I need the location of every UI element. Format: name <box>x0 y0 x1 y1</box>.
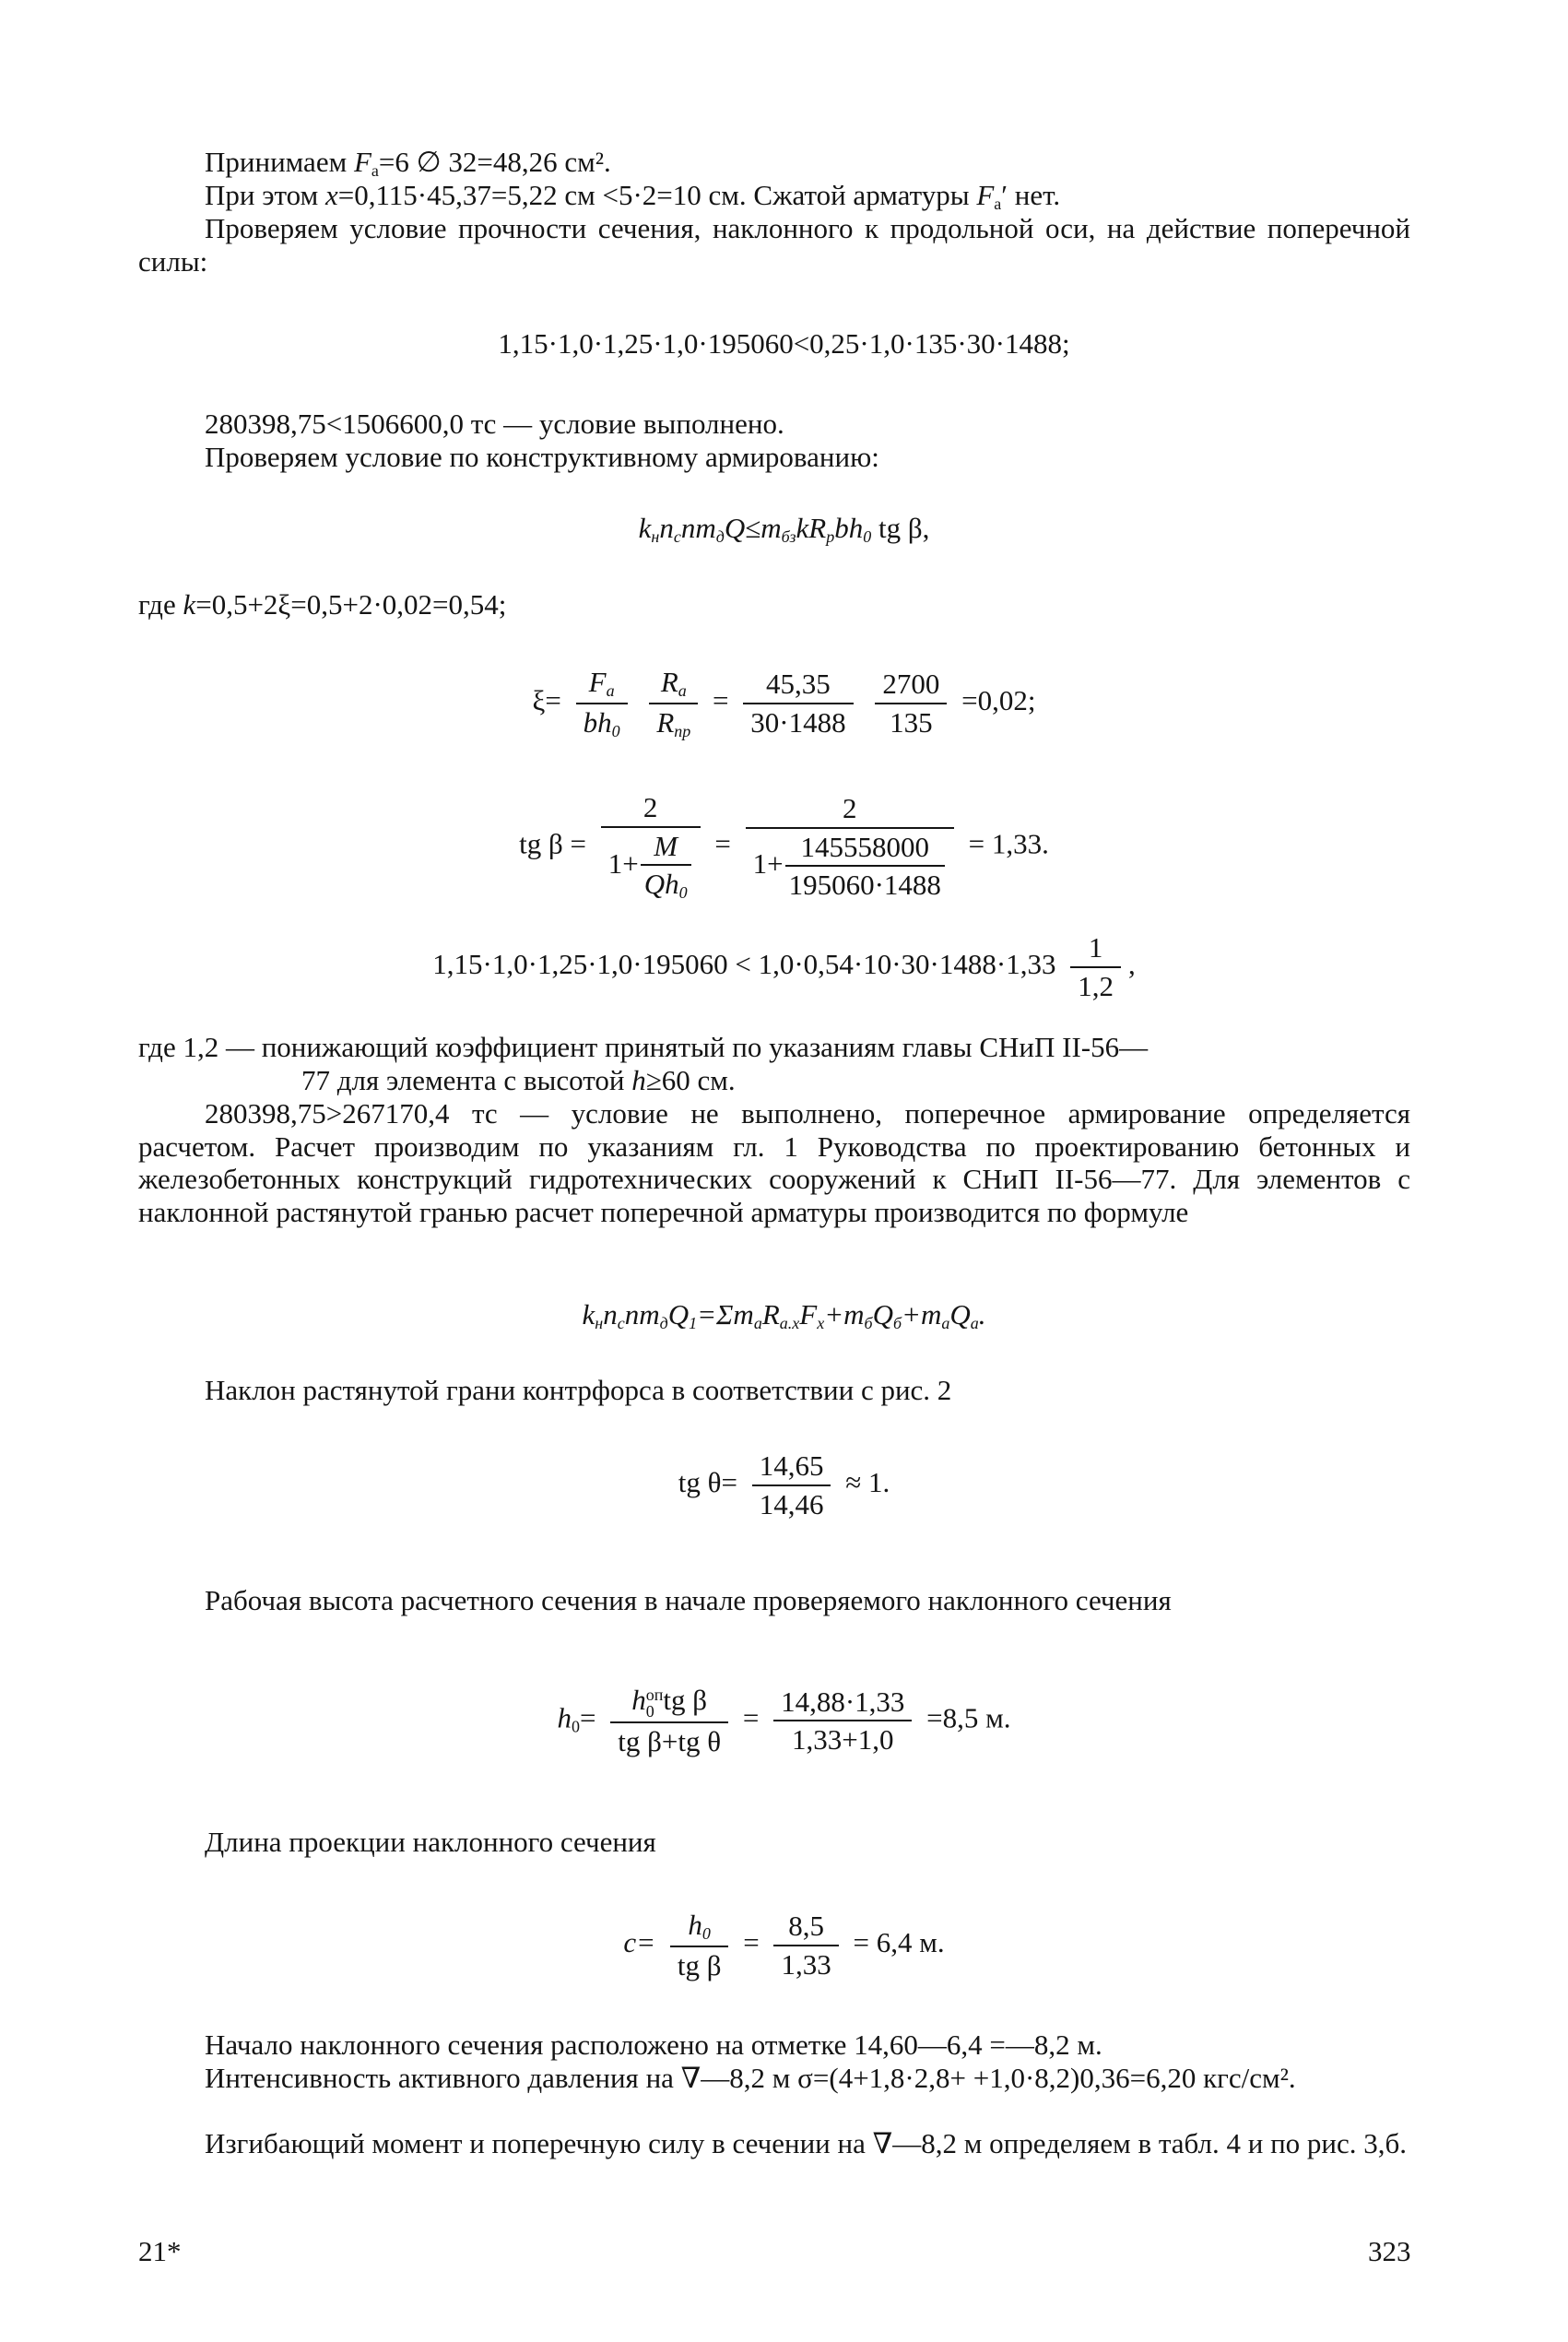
paragraph-reduction-factor: где 1,2 — понижающий коэффициент принятый по указаниям главы СНиП II-56— 77 для элемента с высотой h≥60 см. <box>138 1031 1149 1096</box>
paragraph-projection-length: Длина проекции наклонного сечения <box>205 1826 656 1858</box>
equation-constructive-condition: $k_нn_сnm_дQ\le m_{бз}kR_рbh_0$ tg β, <box>638 512 930 546</box>
paragraph-x-value: При этом x=0,115·45,37=5,22 см <5·2=10 см. Сжатой арматуры $F_а'$ нет. <box>205 179 1061 213</box>
paragraph-accept-fa: Принимаем $F_а=6$ ∅ 32=48,26 см². <box>205 146 611 180</box>
equation-h0: $h_0=$ h оп 0 tg β tg β+tg θ = $\frac{14,88\cdot 1,33}{1,33+1,0}$ =8,5 м. <box>557 1684 1011 1757</box>
paragraph-slope: Наклон растянутой грани контрфорса в соответствии с рис. 2 <box>205 1374 952 1406</box>
equation-tg-theta: tg θ= $\frac{14,65}{14,46}$ ≈ 1. <box>678 1449 890 1520</box>
equation-transverse-reinforcement: $k_нn_сnm_дQ_1=\Sigma m_аR_{а.х}F_х+m_бQ_б+m_аQ_а$. <box>582 1298 986 1332</box>
equation-c: c= $\frac{h_0}{\text{tg β}}$ = $\frac{8,5}{1,33}$ = 6,4 м. <box>623 1909 945 1981</box>
page-number: 323 <box>1368 2235 1411 2267</box>
paragraph-section-start: Начало наклонного сечения расположено на отметке 14,60—6,4 =—8,2 м. <box>205 2029 1102 2061</box>
equation-shear-constructive: 1,15·1,0·1,25·1,0·195060 < 1,0·0,54·10·30·1488·1,33 $\frac{1}{1,2}$ , <box>432 931 1136 1002</box>
paragraph-working-height: Рабочая высота расчетного сечения в начале проверяемого наклонного сечения <box>205 1584 1172 1616</box>
equation-xi: ξ= $\frac{F_а}{bh_0}$ $\frac{R_а}{R_{пр}}$ = $\frac{45,35}{30\cdot 1488}$ $\frac{2700}{135}$ =0,02; <box>532 666 1036 740</box>
equation-shear-check: 1,15·1,0·1,25·1,0·195060<0,25·1,0·135·30·1488; <box>498 327 1070 360</box>
equation-tg-beta: tg β = 2 1+ $\frac{M}{Qh_0}$ = 2 1+ $\frac{145558000}{195060\cdot 1488}$ = 1,33. <box>519 791 1049 903</box>
signature-mark: 21* <box>138 2235 182 2267</box>
paragraph-moment-force: Изгибающий момент и поперечную силу в сечении на ∇—8,2 м определяем в табл. 4 и по рис. 3,б. <box>205 2127 1408 2159</box>
paragraph-condition-met: 280398,75<1506600,0 тс — условие выполнено. <box>205 408 784 440</box>
paragraph-condition-not-met: 280398,75>267170,4 тс — условие не выполнено, поперечное армирование определяется расчетом. Расчет производим по указаниям гл. 1 Руководства по проектированию бетонных и железобетонных конструкций гидротехнических сооружений к СНиП II-56—77. Для элементов с наклонной растянутой гранью расчет поперечной арматуры производится по формуле <box>138 1097 1410 1228</box>
paragraph-constructive: Проверяем условие по конструктивному армированию: <box>205 441 879 473</box>
paragraph-pressure-intensity: Интенсивность активного давления на ∇—8,2 м σ=(4+1,8·2,8+ +1,0·8,2)0,36=6,20 кгс/см². <box>205 2062 1296 2094</box>
paragraph-k-value: где k=0,5+2ξ=0,5+2·0,02=0,54; <box>138 588 507 621</box>
paragraph-check-strength: Проверяем условие прочности сечения, наклонного к продольной оси, на действие поперечной силы: <box>138 212 1410 278</box>
